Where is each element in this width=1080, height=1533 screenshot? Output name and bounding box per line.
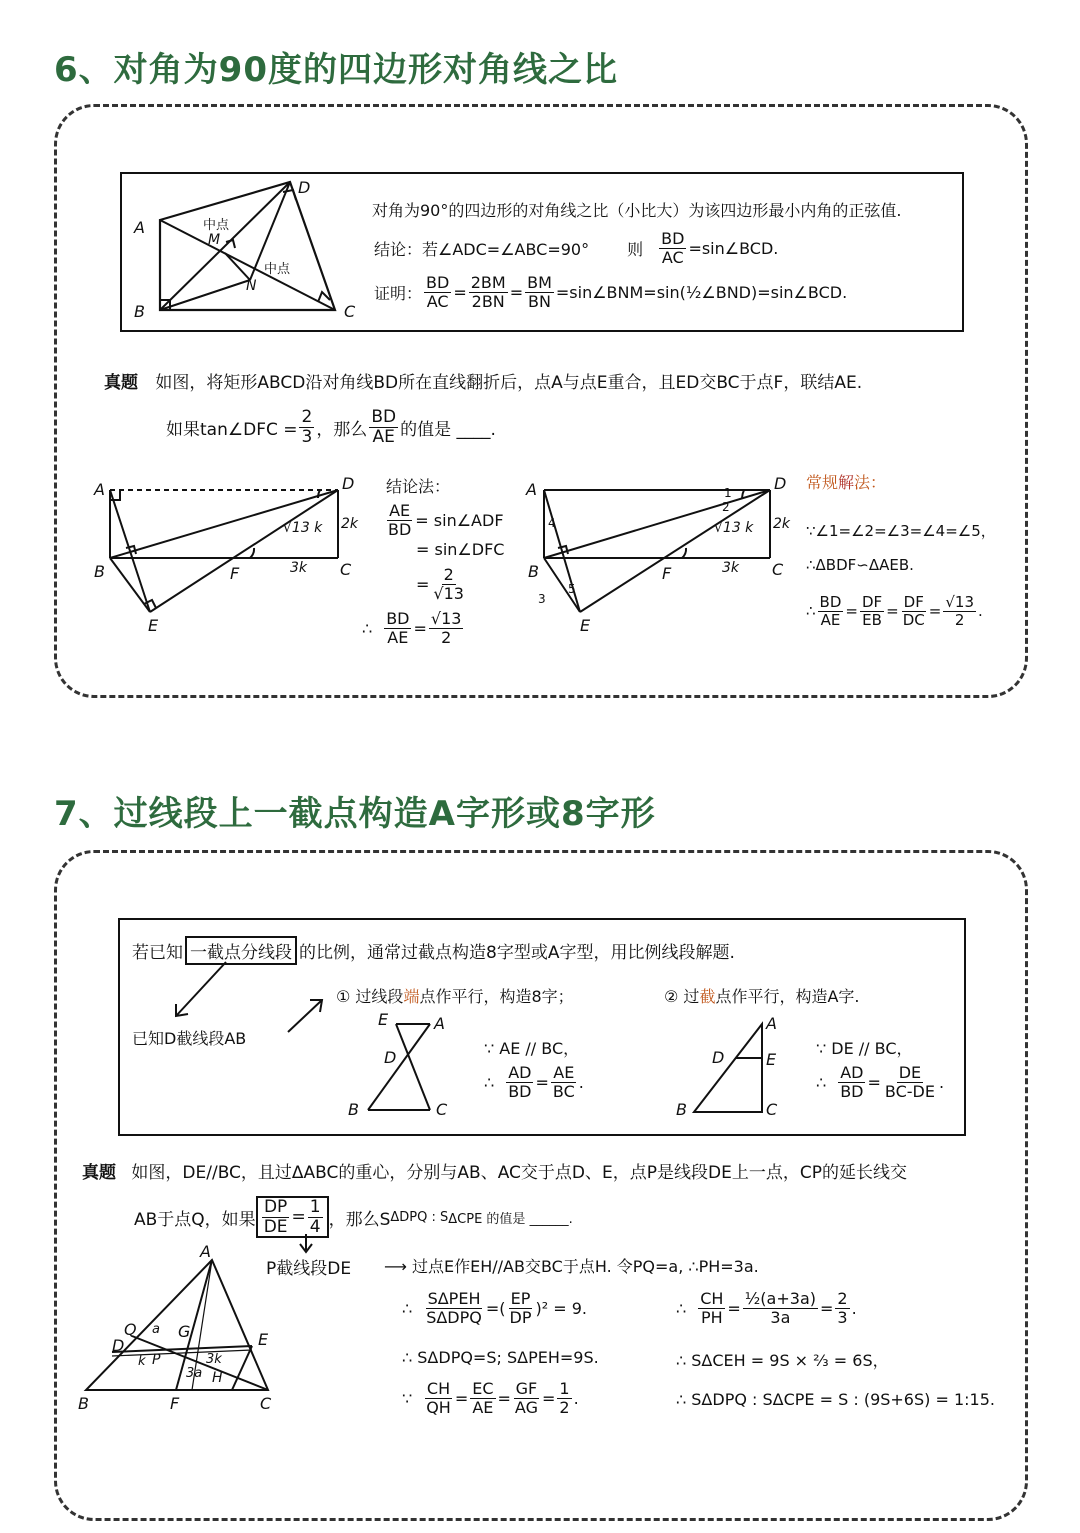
s7-problem-dp-val-n: 1 bbox=[309, 1197, 321, 1217]
s7-sl-r1-f1-d: SΔDPQ bbox=[426, 1307, 482, 1327]
s6-m1-l4-prefix: ∴ bbox=[362, 618, 373, 638]
s7-box-line1-boxed: 一截点分线段 bbox=[185, 936, 297, 965]
s7-fig8-d: D bbox=[384, 1048, 397, 1067]
s6-fr-n2: 2 bbox=[722, 500, 730, 514]
s7-c1-f1-d: BD bbox=[508, 1081, 532, 1101]
s7-fig-e: E bbox=[258, 1330, 269, 1349]
s6-proof-f2-n: 2BM bbox=[470, 273, 506, 292]
s6-m1-l4-res-d: 2 bbox=[441, 627, 452, 647]
s7-sl-r3-f2-d: AE bbox=[472, 1397, 494, 1417]
s7-problem-text1: 如图，DE//BC，且过ΔABC的重心，分别与AB、AC交于点D、E，点P是线段DE上一点，CP的延长线交 bbox=[131, 1163, 907, 1183]
s7-sr-r1-f3 bbox=[835, 1290, 849, 1326]
s7-sl-r3-f4-n: 1 bbox=[559, 1379, 570, 1398]
s7-problem-line2-a: AB于点Q，如果 bbox=[134, 1209, 256, 1230]
s7-opt2-a: ② 过 bbox=[664, 987, 700, 1006]
s6-m1-l3-n: 2 bbox=[443, 565, 454, 584]
s7-sl-r1-tail: )² = 9. bbox=[535, 1298, 587, 1318]
section6-title: 6、对角为90度的四边形对角线之比 bbox=[54, 50, 618, 90]
s6-box-label-b: B bbox=[134, 302, 145, 321]
s7-fig-b: B bbox=[78, 1394, 89, 1413]
s7-figA-b: B bbox=[676, 1100, 687, 1119]
s7-problem-dp-val-d: 4 bbox=[309, 1216, 321, 1237]
s7-c2-l1: ∵ DE // BC， bbox=[816, 1039, 913, 1058]
s7-figA-d: D bbox=[712, 1048, 725, 1067]
s7-figA-c: C bbox=[766, 1100, 778, 1119]
s6-method1-l2: = sin∠DFC bbox=[416, 540, 505, 559]
s6-m2-f3-n: DF bbox=[903, 593, 924, 611]
s7-fig8-c: C bbox=[436, 1100, 448, 1119]
s6-m1-l3-prefix: = bbox=[416, 574, 430, 594]
s6-fr-3k: 3k bbox=[722, 560, 740, 576]
s6-fr-sqrt13k: √13 k bbox=[714, 520, 754, 536]
s6-problem-tag: 真题 bbox=[104, 373, 138, 393]
s6-proof-f2-d: 2BN bbox=[471, 291, 505, 311]
s6-m2-title-a: 常规 bbox=[806, 473, 839, 492]
s6-m2-f2-d: EB bbox=[862, 610, 882, 629]
s7-fig-a: A bbox=[200, 1242, 211, 1261]
s6-conclusion-tail: =sin∠BCD. bbox=[688, 238, 779, 258]
s7-c1-l1: ∵ AE // BC， bbox=[484, 1039, 580, 1058]
s7-sol-left-r3: ∵ $\frac{CH}{QH}$ = $\frac{EC}{AE}$ = $\frac{GF}{AG}$ = $\frac{1}{2}$ . bbox=[402, 1379, 579, 1417]
s6-fr-a: A bbox=[526, 480, 537, 499]
s6-fl-d: D bbox=[342, 474, 355, 493]
s6-method2-l2: ∴ΔBDF∽ΔAEB. bbox=[806, 556, 914, 574]
s7-figA-a: A bbox=[766, 1014, 777, 1033]
s6-m2-f2-n: DF bbox=[861, 593, 883, 611]
s6-conclusion-then: 则 bbox=[627, 239, 644, 259]
s6-problem-ratio-n: BD bbox=[371, 407, 397, 427]
s7-c1-l2: ∴ $\frac{AD}{BD}$ = $\frac{AE}{BC}$ . bbox=[484, 1063, 584, 1101]
s6-fl-b: B bbox=[94, 562, 105, 581]
s6-fr-d: D bbox=[774, 474, 787, 493]
s6-m2-f3-d: DC bbox=[902, 610, 925, 629]
s7-sl-r1-f2-d: DP bbox=[509, 1307, 532, 1327]
s6-fr-n5: 5 bbox=[568, 582, 576, 596]
s7-problem-line2-c: ΔDPQ : S bbox=[390, 1209, 449, 1225]
s6-method2-l1: ∵∠1=∠2=∠3=∠4=∠5， bbox=[806, 522, 996, 540]
s7-sl-r3-f3 bbox=[513, 1380, 540, 1416]
s6-fl-e: E bbox=[148, 616, 159, 635]
s7-sl-r3-f3-d: AG bbox=[514, 1397, 538, 1417]
s6-method2-l3: ∴ $\frac{BD}{AE}$ = $\frac{DF}{EB}$ = $\frac{DF}{DC}$ = $\frac{√13}{2}$ . bbox=[806, 593, 983, 629]
s7-sol-right-r2: ∴ SΔCEH = 9S × ⅔ = 6S， bbox=[676, 1351, 889, 1370]
s7-sr-r1-f2 bbox=[743, 1290, 818, 1326]
s6-proof-f3-n: BM bbox=[527, 273, 552, 292]
s7-sl-r3-f4 bbox=[557, 1380, 571, 1416]
s7-sl-r1-mid: =( bbox=[485, 1298, 506, 1318]
s7-sol-left-r2: ∴ SΔDPQ=S; SΔPEH=9S. bbox=[402, 1348, 599, 1367]
s7-fig8-b: B bbox=[348, 1100, 359, 1119]
s6-m1-l4-res-n: √13 bbox=[430, 609, 462, 628]
s6-fr-b: B bbox=[528, 562, 539, 581]
s7-box-known: 已知D截线段AB bbox=[132, 1029, 247, 1048]
s7-arrow-note: P截线段DE bbox=[266, 1259, 352, 1279]
s6-box-label-mid2: 中点 bbox=[264, 262, 291, 277]
s7-problem-dp-d: DE bbox=[263, 1216, 288, 1237]
s7-sl-r1-f1-n: SΔPEH bbox=[427, 1289, 481, 1308]
s6-m1-f1-d: BD bbox=[388, 519, 412, 539]
s6-m1-l4-d: AE bbox=[387, 627, 409, 647]
s7-fig-3a: 3a bbox=[186, 1366, 203, 1381]
s7-problem-line2-d: ΔCPE 的值是 ______. bbox=[448, 1211, 573, 1227]
s7-sr-r1-f1 bbox=[698, 1290, 725, 1326]
s7-fig-3k: 3k bbox=[206, 1352, 222, 1367]
s7-sr-r1-prefix: ∴ bbox=[676, 1298, 687, 1318]
s7-sol-right-r1: ∴ $\frac{CH}{PH}$ = $\frac{\text{½(a+3a)}}{3a}$ = $\frac{2}{3}$ . bbox=[676, 1289, 857, 1327]
s7-fig-g: G bbox=[178, 1322, 191, 1341]
s6-m2-f4-d: 2 bbox=[954, 610, 965, 629]
s6-fl-sqrt13k: √13 k bbox=[283, 520, 323, 536]
s6-problem-line2-tail: 的值是 ____. bbox=[400, 419, 496, 440]
s6-m1-f1-n: AE bbox=[389, 501, 411, 520]
s7-opt2-c: 点作平行，构造A字. bbox=[715, 987, 860, 1006]
s6-proof-f1-d: AC bbox=[426, 291, 449, 311]
s6-problem-tan-d: 3 bbox=[301, 426, 313, 447]
s6-fr-n3: 3 bbox=[538, 592, 546, 606]
s7-c2-f2-n: DE bbox=[898, 1063, 922, 1082]
s6-proof-f3-d: BN bbox=[528, 291, 551, 311]
s7-c2-l2: ∴ $\frac{AD}{BD}$ = $\frac{DE}{BC-DE}$ . bbox=[816, 1063, 945, 1101]
s7-sr-r1-f2-n: ½(a+3a) bbox=[744, 1289, 816, 1308]
s6-m1-l3-d: √13 bbox=[433, 583, 464, 603]
s7-opt1-a: ① 过线段 bbox=[336, 987, 404, 1006]
s6-problem-ratio-d: AE bbox=[372, 426, 395, 447]
s6-m2-f1-n: BD bbox=[819, 593, 842, 611]
s6-box-label-a: A bbox=[134, 218, 145, 237]
s7-sl-r3-f1-n: CH bbox=[426, 1379, 451, 1398]
s7-problem-line2-b: ，那么S bbox=[328, 1209, 391, 1230]
s6-fr-2k: 2k bbox=[773, 516, 791, 532]
s6-conclusion-prefix: 结论：若∠ADC=∠ABC=90° bbox=[374, 239, 590, 259]
s7-sr-r1-f3-n: 2 bbox=[837, 1289, 848, 1308]
s7-problem-dp-n: DP bbox=[263, 1197, 288, 1217]
s7-sl-r1-f1 bbox=[424, 1290, 484, 1326]
s7-sr-r1-f2-d: 3a bbox=[770, 1307, 791, 1327]
s7-sr-r1-f1-n: CH bbox=[700, 1289, 724, 1308]
s7-sl-r3-f4-d: 2 bbox=[559, 1397, 570, 1417]
s6-conclusion-frac-n: BD bbox=[661, 229, 685, 248]
s7-c2-f1-d: BD bbox=[840, 1081, 864, 1101]
s6-m2-title-c: 法： bbox=[854, 473, 887, 492]
s7-c1-prefix: ∴ bbox=[484, 1072, 495, 1092]
s7-box-line1-a: 若已知 bbox=[132, 943, 183, 963]
s7-c1-f2-d: BC bbox=[552, 1081, 575, 1101]
s7-sl-r3-f1 bbox=[424, 1380, 453, 1416]
s6-problem-line2-mid: ，那么 bbox=[316, 419, 368, 440]
s6-m2-f4-n: √13 bbox=[945, 593, 974, 611]
s7-fig-k: k bbox=[138, 1354, 146, 1369]
s6-fl-f: F bbox=[230, 564, 240, 583]
s7-sl-r3-f2-n: EC bbox=[472, 1379, 494, 1398]
s7-c1-f1-n: AD bbox=[508, 1063, 532, 1082]
s6-box-label-c: C bbox=[344, 302, 356, 321]
s6-fr-f: F bbox=[662, 564, 672, 583]
s7-opt2-b: 截 bbox=[699, 987, 716, 1006]
s6-box-label-n: N bbox=[246, 278, 257, 294]
s6-fl-2k: 2k bbox=[341, 516, 359, 532]
s6-fr-c: C bbox=[772, 560, 784, 579]
s7-sl-r3-f2 bbox=[470, 1380, 495, 1416]
s7-sr-r1-f3-d: 3 bbox=[837, 1307, 848, 1327]
s7-fig8-a: A bbox=[434, 1014, 445, 1033]
s6-fl-a: A bbox=[94, 480, 105, 499]
s6-fr-e: E bbox=[580, 616, 591, 635]
section7-title: 7、过线段上一截点构造A字形或8字形 bbox=[54, 794, 656, 834]
s6-proof-prefix: 证明： bbox=[374, 283, 423, 303]
s7-sl-r3-f1-d: QH bbox=[426, 1397, 451, 1417]
s7-sl-r1-f2-n: EP bbox=[510, 1289, 531, 1308]
s6-box-label-mid1: 中点 bbox=[203, 218, 230, 233]
s6-conclusion-frac-d: AC bbox=[661, 247, 684, 267]
s7-sol-left-r1 bbox=[402, 1290, 587, 1326]
s7-fig-q: Q bbox=[124, 1320, 137, 1339]
s6-proof-f1-n: BD bbox=[426, 273, 450, 292]
s7-c2-prefix: ∴ bbox=[816, 1072, 827, 1092]
s6-m2-title-b: 解 bbox=[838, 473, 855, 492]
s6-statement: 对角为90°的四边形的对角线之比（小比大）为该四边形最小内角的正弦值. bbox=[372, 201, 902, 220]
s6-method1-title: 结论法： bbox=[386, 477, 451, 496]
s6-box-label-d: D bbox=[298, 178, 311, 197]
s7-arrow-text: ⟶ 过点E作EH//AB交BC于点H. 令PQ=a, ∴PH=3a. bbox=[384, 1257, 759, 1276]
s7-sl-r3-prefix: ∵ bbox=[402, 1388, 413, 1408]
s6-m1-l4-n: BD bbox=[386, 609, 410, 628]
s7-figA-e: E bbox=[766, 1050, 777, 1069]
s7-fig-c: C bbox=[260, 1394, 272, 1413]
s7-c2-f2-d: BC-DE bbox=[884, 1081, 935, 1101]
s7-sl-r1-prefix: ∴ bbox=[402, 1298, 413, 1318]
s6-proof-eq2: = bbox=[509, 282, 524, 302]
s7-opt1-c: 点作平行，构造8字； bbox=[419, 987, 574, 1006]
s6-fl-c: C bbox=[340, 560, 352, 579]
s7-sl-r3-f3-n: GF bbox=[515, 1379, 538, 1398]
s6-m1-l4-eq: = bbox=[413, 618, 427, 638]
s6-m1-l1-text: = sin∠ADF bbox=[415, 510, 504, 530]
s6-problem-text1: 如图，将矩形ABCD沿对角线BD所在直线翻折后，点A与点E重合，且ED交BC于点F，联结AE. bbox=[155, 373, 863, 393]
s7-problem-tag: 真题 bbox=[82, 1163, 116, 1183]
s7-fig-h: H bbox=[212, 1370, 223, 1386]
s7-c1-f2-n: AE bbox=[553, 1063, 575, 1082]
s7-fig-p: P bbox=[152, 1352, 161, 1368]
s6-m2-l3-prefix: ∴ bbox=[806, 602, 816, 620]
s7-fig-f: F bbox=[170, 1394, 180, 1413]
s6-proof-tail: =sin∠BNM=sin(½∠BND)=sin∠BCD. bbox=[555, 282, 848, 302]
s6-fl-3k: 3k bbox=[290, 560, 308, 576]
s7-sr-r1-f1-d: PH bbox=[700, 1307, 723, 1327]
s7-c2-f1-n: AD bbox=[840, 1063, 864, 1082]
s7-opt1-b: 端 bbox=[403, 987, 420, 1006]
s6-fr-n1: 1 bbox=[724, 486, 732, 500]
s7-fig-a-small: a bbox=[152, 1322, 160, 1337]
s6-box-label-m: M bbox=[208, 232, 221, 248]
s6-problem-tan-n: 2 bbox=[301, 407, 313, 427]
s6-proof-eq1: = bbox=[453, 282, 467, 302]
s7-box-line1-b: 的比例，通常过截点构造8字型或A字型，用比例线段解题. bbox=[299, 943, 735, 963]
s7-fig8-e: E bbox=[378, 1010, 389, 1029]
s7-sol-right-r3: ∴ SΔDPQ : SΔCPE = S : (9S+6S) = 1:15. bbox=[676, 1390, 995, 1409]
s6-problem-line2-prefix: 如果tan∠DFC = bbox=[166, 419, 298, 440]
s6-fr-n4: 4 bbox=[548, 516, 556, 530]
s7-fig-d: D bbox=[112, 1336, 125, 1355]
s7-sl-r1-f2 bbox=[508, 1290, 534, 1326]
s7-problem-dp-eq: = bbox=[291, 1207, 306, 1228]
s6-m2-f1-d: AE bbox=[820, 610, 841, 629]
